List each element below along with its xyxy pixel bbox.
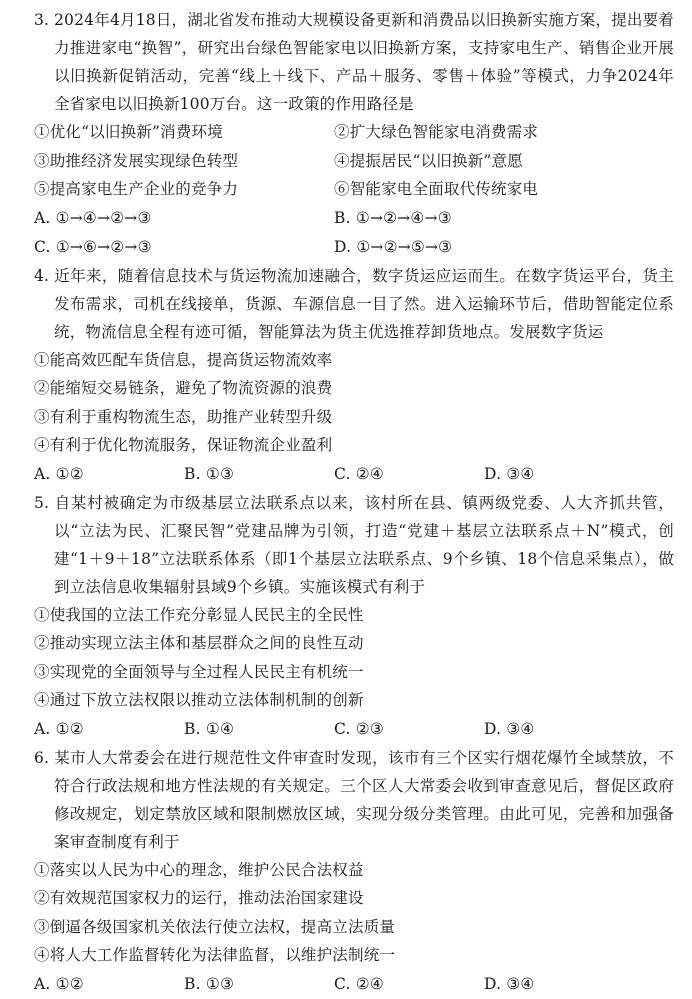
list-item: ②扩大绿色智能家电消费需求: [334, 123, 539, 141]
option-b: B. ①③: [184, 974, 235, 993]
answer-options: [34, 460, 674, 489]
question-stem: [34, 262, 674, 346]
question-stem: [34, 489, 674, 601]
list-item: ①使我国的立法工作充分彰显人民民主的全民性: [34, 605, 364, 624]
question-4: [34, 262, 674, 489]
option-b: B. ①④: [184, 719, 235, 738]
question-text: 近年来，随着信息技术与货运物流加速融合，数字货运应运而生。在数字货运平台，货主发布需求，司机在线接单，货源、车源信息一目了然。进入运输环节后，借助智能定位系统，物流信息全程有迹可循，智能算法为货主优选推荐卸货地点。发展数字货运: [54, 266, 674, 341]
list-item: ④提振居民“以旧换新”意愿: [334, 151, 523, 170]
question-text: 自某村被确定为市级基层立法联系点以来，该村所在县、镇两级党委、人大齐抓共管，以“立法为民、汇聚民智”党建品牌为引领，打造“党建＋基层立法联系点＋N”模式，创建“1＋9＋18”立法联系体系（即1个基层立法联系点、9个乡镇、18个信息采集点），做到立法信息收集辐射县域9个乡镇。实施该模式有利于: [54, 493, 674, 596]
question-number: 6.: [34, 748, 50, 767]
answer-options: [34, 204, 674, 262]
question-text: 某市人大常委会在进行规范性文件审查时发现，该市有三个区实行烟花爆竹全域禁放，不符合行政法规和地方性法规的有关规定。三个区人大常委会收到审查意见后，督促区政府修改规定，划定禁放区域和限制燃放区域，实现分级分类管理。由此可见，完善和加强备案审查制度有利于: [54, 748, 674, 851]
item-list: [34, 118, 674, 204]
question-text: 2024年4月18日，湖北省发布推动大规模设备更新和消费品以旧换新实施方案，提出要着力推进家电“换智”，研究出台绿色智能家电以旧换新方案，支持家电生产、销售企业开展以旧换新促销活动，完善“线上＋线下、产品＋服务、零售＋体验”等模式，力争2024年全省家电以旧换新100万台。这一政策的作用路径是: [54, 11, 674, 113]
answer-options: [34, 715, 674, 744]
question-stem: [34, 6, 674, 118]
list-item: ④将人大工作监督转化为法律监督，以维护法制统一: [34, 946, 396, 964]
option-d: D. ③④: [484, 464, 535, 483]
question-6: [34, 744, 674, 999]
list-item: ⑤提高家电生产企业的竞争力: [34, 180, 239, 198]
list-item: ②推动实现立法主体和基层群众之间的良性互动: [34, 634, 364, 652]
option-a: A. ①→④→②→③: [34, 208, 152, 227]
question-number: 3.: [34, 11, 50, 29]
list-item: ③倒逼各级国家机关依法行使立法权，提高立法质量: [34, 917, 396, 936]
option-b: B. ①→②→④→③: [334, 208, 452, 227]
question-number: 4.: [34, 266, 50, 285]
list-item: ④通过下放立法权限以推动立法体制机制的创新: [34, 691, 364, 709]
option-b: B. ①③: [184, 464, 235, 483]
question-3: [34, 6, 674, 262]
list-item: ①能高效匹配车货信息，提高货运物流效率: [34, 350, 333, 369]
list-item: ①优化“以旧换新”消费环境: [34, 123, 223, 141]
list-item: ③助推经济发展实现绿色转型: [34, 151, 239, 170]
option-a: A. ①②: [34, 974, 84, 993]
question-stem: [34, 744, 674, 856]
option-d: D. ③④: [484, 719, 535, 738]
question-5: [34, 489, 674, 744]
option-a: A. ①②: [34, 719, 84, 738]
option-c: C. ②④: [334, 974, 384, 993]
list-item: ④有利于优化物流服务，保证物流企业盈利: [34, 436, 333, 454]
option-c: C. ①→⑥→②→③: [34, 237, 152, 256]
list-item: ②有效规范国家权力的运行，推动法治国家建设: [34, 889, 364, 907]
option-d: D. ①→②→⑤→③: [334, 237, 453, 256]
list-item: ②能缩短交易链条，避免了物流资源的浪费: [34, 379, 333, 397]
list-item: ③实现党的全面领导与全过程人民民主有机统一: [34, 662, 364, 681]
option-c: C. ②④: [334, 464, 384, 483]
list-item: ⑥智能家电全面取代传统家电: [334, 180, 539, 198]
option-d: D. ③④: [484, 974, 535, 993]
option-c: C. ②③: [334, 719, 384, 738]
list-item: ③有利于重构物流生态，助推产业转型升级: [34, 407, 333, 426]
list-item: ①落实以人民为中心的理念，维护公民合法权益: [34, 860, 364, 879]
question-number: 5.: [34, 493, 50, 512]
option-a: A. ①②: [34, 464, 84, 483]
